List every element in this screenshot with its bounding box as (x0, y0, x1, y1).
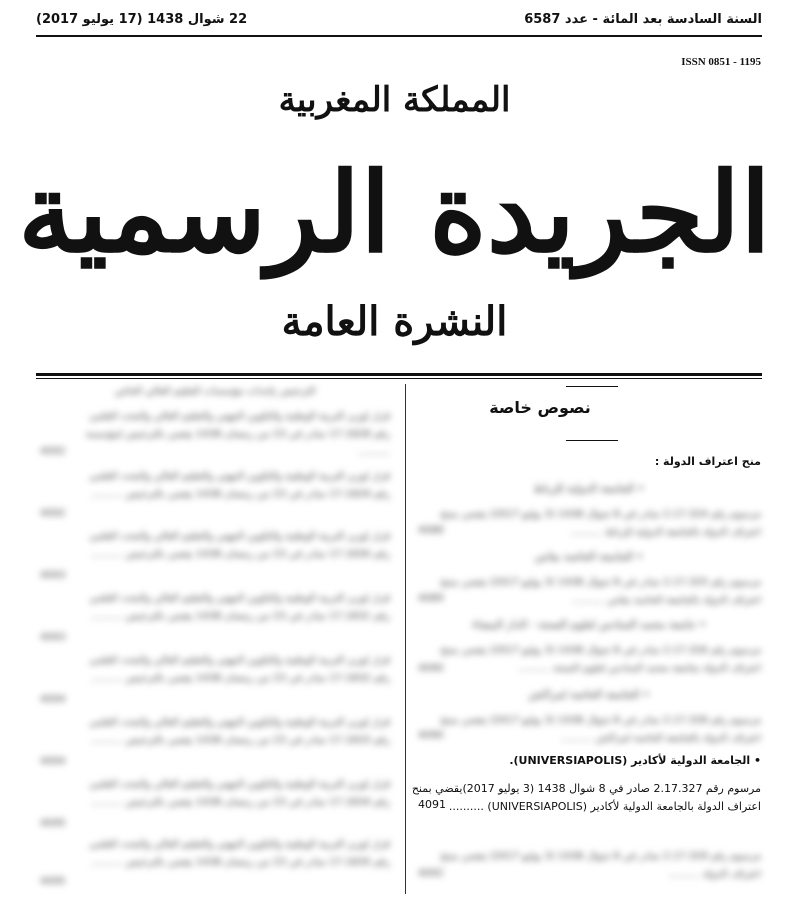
kingdom-title: المملكة المغربية (278, 80, 511, 120)
entry-page-universiapolis: 4091 (418, 798, 446, 811)
left-entry-page: 4094 (40, 694, 66, 705)
issue-date: 22 شوال 1438 (17 يوليو 2017) (36, 12, 248, 27)
masthead-divider (36, 373, 762, 376)
issn-number: ISSN 0851 - 1195 (681, 56, 761, 68)
column-divider (405, 384, 406, 894)
left-entry: قرار لوزير التربية الوطنية والتكوين المهني والتعليم العالي والبحث العلمي رقم 17.1835 صادر في 23 من رمضان 1438 يقضي بالترخيص .......... (89, 839, 390, 868)
edition-subtitle: النشرة العامة (281, 298, 508, 345)
left-entry-page: 4092 (40, 508, 66, 519)
left-entry: قرار لوزير التربية الوطنية والتكوين المهني والتعليم العالي والبحث العلمي رقم 17.1828 صادر في 23 من رمضان 1438 يقضي بالترخيص لمؤسسة .......... (85, 411, 390, 458)
left-entry-page: 4095 (40, 818, 66, 829)
entry-body: مرسوم رقم 2.17.329 صادر في 8 شوال 1438 (3 يوليو 2017) يقضي بمنح اعتراف الدولة .......... (440, 851, 761, 880)
section-rule-top (566, 386, 618, 387)
section-subheading: منح اعتراف الدولة : (654, 455, 761, 468)
left-entry-page: 4092 (40, 446, 66, 457)
left-entry-page: 4093 (40, 570, 66, 581)
entry-page: 4088 (418, 525, 444, 536)
header-divider (36, 35, 762, 37)
entry-heading: • الجامعة الخاصة لمراكش (528, 688, 650, 701)
left-entry: قرار لوزير التربية الوطنية والتكوين المهني والتعليم العالي والبحث العلمي رقم 17.1833 صادر في 23 من رمضان 1438 يقضي بالترخيص .......... (89, 717, 390, 746)
entry-page: 4089 (418, 593, 444, 604)
left-entry: قرار لوزير التربية الوطنية والتكوين المهني والتعليم العالي والبحث العلمي رقم 17.1830 صادر في 23 من رمضان 1438 يقضي بالترخيص .......... (89, 531, 390, 560)
entry-page: 4090 (418, 730, 444, 741)
journal-masthead: الجريدة الرسمية (18, 148, 771, 277)
left-entry-page: 4093 (40, 632, 66, 643)
entry-page: 4090 (418, 663, 444, 674)
section-rule-bottom (566, 440, 618, 441)
left-entry: قرار لوزير التربية الوطنية والتكوين المهني والتعليم العالي والبحث العلمي رقم 17.1829 صادر في 23 من رمضان 1438 يقضي بالترخيص .......... (89, 471, 390, 500)
entry-heading-universiapolis: • الجامعة الدولية لأكادير (UNIVERSIAPOLIS). (509, 754, 761, 767)
masthead-divider-thin (36, 378, 762, 379)
entry-body: مرسوم رقم 2.17.328 صادر في 8 شوال 1438 (3 يوليو 2017) يقضي بمنح اعتراف الدولة بالجامعة الخاصة لمراكش .......... (440, 715, 761, 744)
left-entry: قرار لوزير التربية الوطنية والتكوين المهني والتعليم العالي والبحث العلمي رقم 17.1834 صادر في 23 من رمضان 1438 يقضي بالترخيص .......... (89, 779, 390, 808)
left-entry: قرار لوزير التربية الوطنية والتكوين المهني والتعليم العالي والبحث العلمي رقم 17.1832 صادر في 23 من رمضان 1438 يقضي بالترخيص .......... (89, 655, 390, 684)
section-title: نصوص خاصة (489, 398, 591, 417)
entry-body: مرسوم رقم 2.17.325 صادر في 8 شوال 1438 (3 يوليو 2017) يقضي بمنح اعتراف الدولة بالجامعة الخاصة بفاس .......... (440, 577, 761, 606)
entry-body: مرسوم رقم 2.17.326 صادر في 8 شوال 1438 (3 يوليو 2017) يقضي بمنح اعتراف الدولة بجامعة محمد السادس لعلوم الصحة .......... (440, 645, 761, 674)
entry-heading: • الجامعة الدولية للرباط (533, 482, 645, 495)
left-column-heading: الترخيص بإحداث مؤسسات التعليم العالي الخاص (114, 386, 316, 397)
entry-page: 4092 (418, 868, 444, 879)
left-entry-page: 4094 (40, 756, 66, 767)
left-entry: قرار لوزير التربية الوطنية والتكوين المهني والتعليم العالي والبحث العلمي رقم 17.1831 صادر في 23 من رمضان 1438 يقضي بالترخيص .......... (89, 593, 390, 622)
entry-body-universiapolis: مرسوم رقم 2.17.327 صادر في 8 شوال 1438 (3 يوليو 2017)يقضي بمنح اعتراف الدولة بالجامعة الدولية لأكادير (UNIVERSIAPOLIS) .......... (411, 782, 761, 813)
entry-heading: • جامعة محمد السادس لعلوم الصحة - الدار البيضاء (471, 618, 707, 631)
left-entry-page: 4095 (40, 876, 66, 887)
entry-heading: • الجامعة الخاصة بفاس (534, 550, 644, 563)
entry-body: مرسوم رقم 2.17.324 صادر في 8 شوال 1438 (3 يوليو 2017) يقضي بمنح اعتراف الدولة بالجامعة الدولية للرباط .......... (440, 509, 761, 538)
issue-info: السنة السادسة بعد المائة - عدد 6587 (524, 12, 762, 27)
